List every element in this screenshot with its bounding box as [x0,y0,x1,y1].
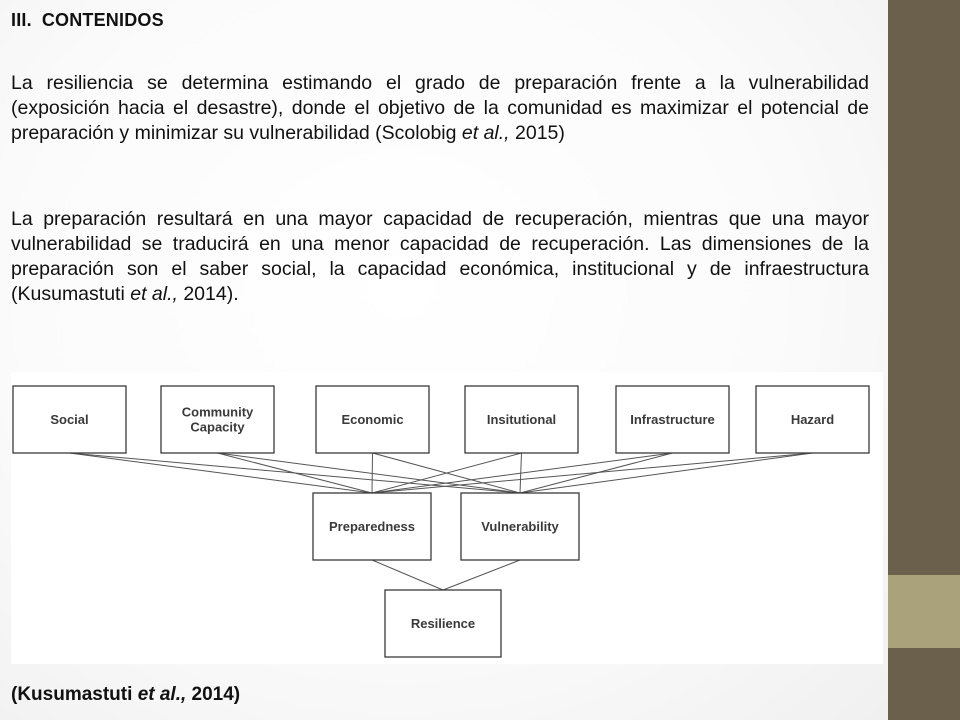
node-hazard [756,386,869,453]
section-number: III. [11,10,32,30]
section-title: CONTENIDOS [41,10,164,30]
diagram-canvas [11,372,883,664]
node-social [13,386,126,453]
link-social-to-preparedness [70,453,373,493]
link-hazard-to-vulnerability [520,453,813,493]
node-insitutional-label: Insitutional [486,412,557,427]
caption-etal: et al., [137,684,187,705]
link-economic-to-preparedness [372,453,373,493]
paragraph2-etal: et al., [130,283,178,305]
node-infrastructure-label: Infrastructure [630,412,715,427]
node-resilience [385,590,501,657]
paragraph1-text: La resiliencia se determina estimando el grado de preparación frente a la vulnerabilidad (exposición hacia el desastre), donde el objetivo de la comunidad es maximizar el potencial de preparación y minimizar su vulnerabilidad (Scolobig [11,72,869,144]
paragraph-resilience [11,71,869,146]
paragraph1-etal: et al., [461,122,510,144]
node-community-capacity-label: Community [181,404,254,420]
figure-caption [11,684,240,706]
link-vulnerability-to-resilience [443,560,520,590]
node-vulnerability [461,493,579,560]
node-economic [316,386,429,453]
paragraph-preparedness [11,207,869,307]
link-infrastructure-to-preparedness [372,453,673,493]
paragraph2-citation-year: 2014). [177,283,239,305]
caption-close: 2014) [186,684,241,705]
side-stripe-middle [888,575,960,648]
node-social-label: Social [50,412,89,427]
node-vulnerability-label: Vulnerability [481,519,559,534]
resilience-diagram [11,372,883,664]
side-stripe-top [888,0,960,575]
caption-open: (Kusumastuti [11,684,138,705]
link-community-capacity-to-vulnerability [218,453,521,493]
node-community-capacity [161,386,274,453]
node-insitutional [465,386,578,453]
link-preparedness-to-resilience [372,560,443,590]
node-community-capacity-label: Capacity [190,419,245,435]
link-community-capacity-to-preparedness [218,453,373,493]
node-infrastructure [616,386,729,453]
node-preparedness [313,493,431,560]
node-hazard-label: Hazard [790,412,835,427]
node-economic-label: Economic [341,412,404,427]
link-hazard-to-preparedness [372,453,813,493]
node-preparedness-label: Preparedness [329,519,415,534]
paragraph2-text: La preparación resultará en una mayor capacidad de recuperación, mientras que una mayor vulnerabilidad se traducirá en una menor capacidad de recuperación. Las dimensiones de la preparación son el saber social, la capacidad económica, institucional y de infraestructura (Kusumastuti [11,208,869,305]
section-heading [11,10,164,31]
paragraph1-citation-year: 2015) [509,122,565,144]
side-stripe-bottom [888,648,960,720]
node-resilience-label: Resilience [410,616,476,631]
